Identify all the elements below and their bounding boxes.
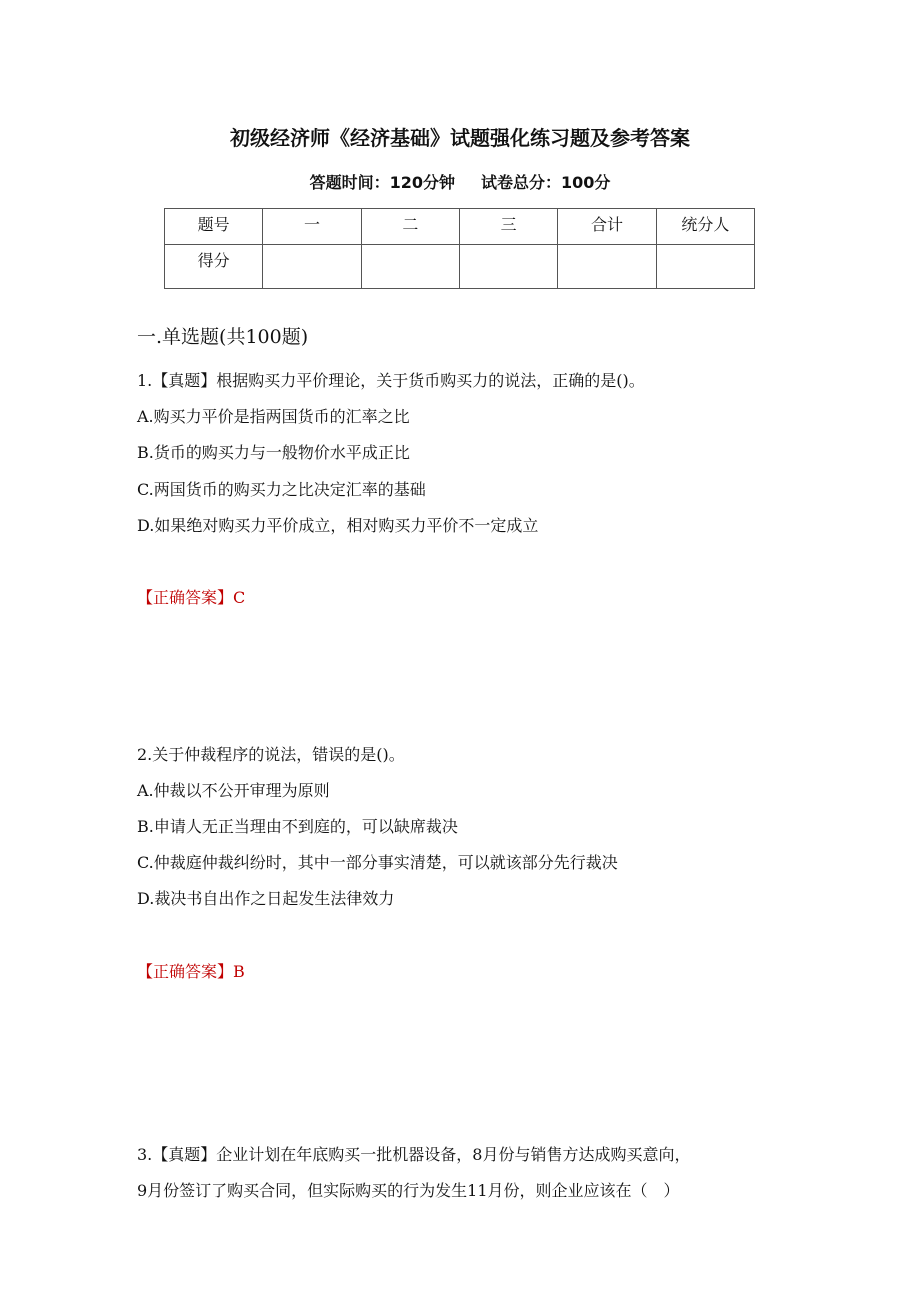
option: C.两国货币的购买力之比决定汇率的基础 (137, 480, 426, 499)
option: D.裁决书自出作之日起发生法律效力 (137, 889, 395, 908)
score-cell (459, 245, 557, 289)
row-label: 得分 (165, 245, 263, 289)
question-stem: 9月份签订了购买合同，但实际购买的行为发生11月份，则企业应该在（ ） (137, 1181, 680, 1200)
question-stem: 2.关于仲裁程序的说法，错误的是()。 (137, 745, 405, 764)
option: A.仲裁以不公开审理为原则 (137, 781, 330, 800)
header-cell: 统分人 (656, 209, 754, 245)
section-heading: 一.单选题(共100题) (137, 326, 309, 348)
header-cell: 合计 (558, 209, 656, 245)
header-cell: 一 (263, 209, 361, 245)
question-stem: 3.【真题】企业计划在年底购买一批机器设备，8月份与销售方达成购买意向， (137, 1145, 691, 1164)
score-cell (558, 245, 656, 289)
option: B.货币的购买力与一般物价水平成正比 (137, 443, 410, 462)
option: A.购买力平价是指两国货币的汇率之比 (137, 407, 410, 426)
score-cell (263, 245, 361, 289)
exam-info (0, 170, 920, 193)
exam-time: 答题时间：120分钟 (309, 173, 455, 192)
answer: 【正确答案】B (137, 962, 245, 981)
score-table (164, 208, 755, 289)
answer: 【正确答案】C (137, 588, 246, 607)
header-cell: 三 (459, 209, 557, 245)
total-score: 试卷总分：100分 (481, 173, 611, 192)
document-title: 初级经济师《经济基础》试题强化练习题及参考答案 (230, 126, 690, 150)
question-stem: 1.【真题】根据购买力平价理论，关于货币购买力的说法，正确的是()。 (137, 371, 645, 390)
option: C.仲裁庭仲裁纠纷时，其中一部分事实清楚，可以就该部分先行裁决 (137, 853, 618, 872)
option: B.申请人无正当理由不到庭的，可以缺席裁决 (137, 817, 458, 836)
header-cell: 题号 (165, 209, 263, 245)
score-cell (361, 245, 459, 289)
score-cell (656, 245, 754, 289)
option: D.如果绝对购买力平价成立，相对购买力平价不一定成立 (137, 516, 539, 535)
header-cell: 二 (361, 209, 459, 245)
